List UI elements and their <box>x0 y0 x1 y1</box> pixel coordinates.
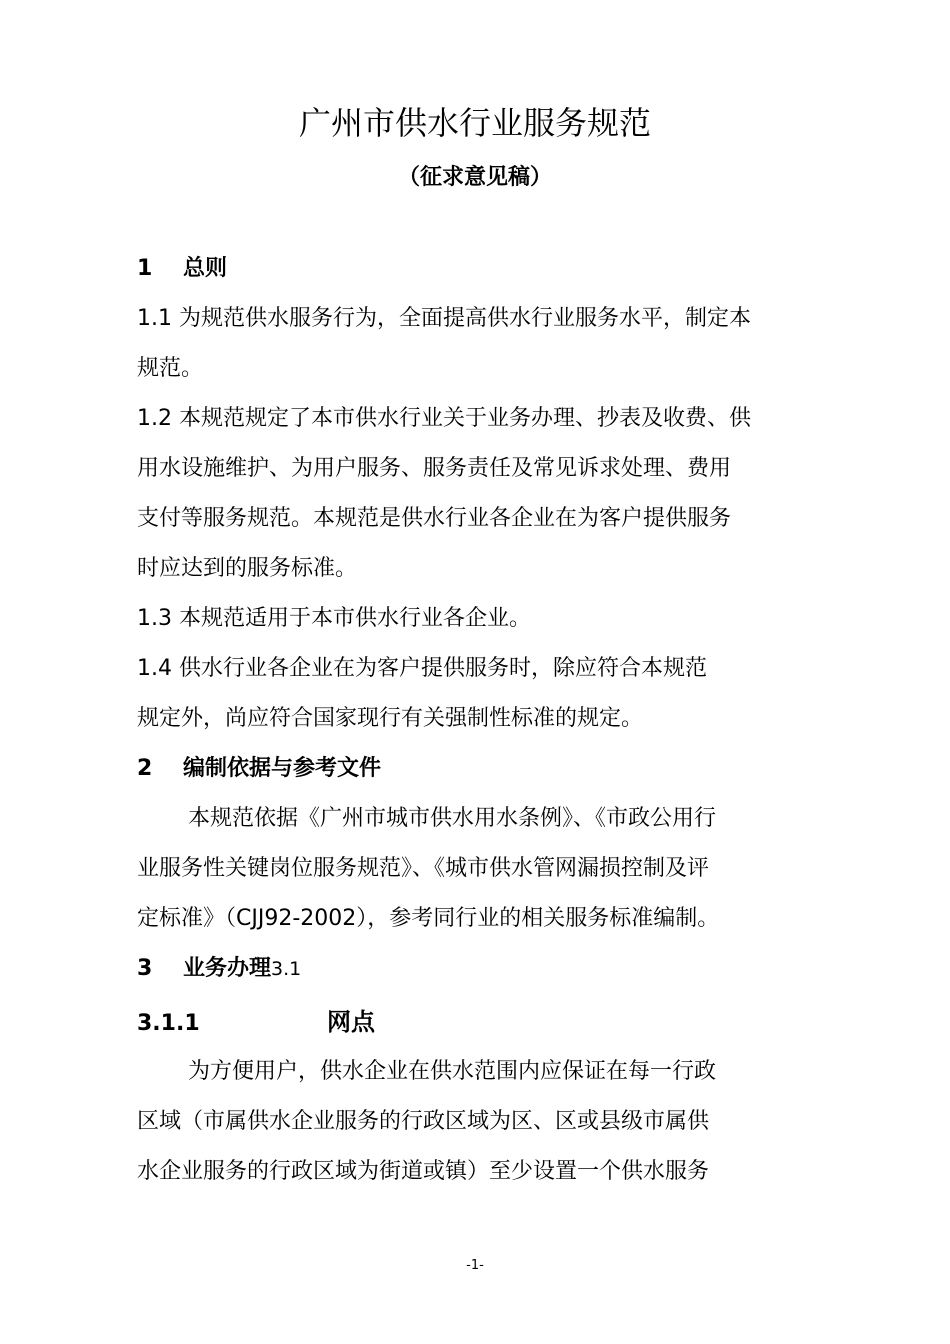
section-title: 业务办理 <box>183 956 272 981</box>
paragraph-2-line-3: 定标准》（CJJ92-2002），参考同行业的相关服务标准编制。 <box>137 906 720 931</box>
paragraph-1-4-line-1: 1.4 供水行业各企业在为客户提供服务时，除应符合本规范 <box>137 656 707 681</box>
section-title: 总则 <box>183 256 228 281</box>
paragraph-3-1-1-line-1: 为方便用户，供水企业在供水范围内应保证在每一行政 <box>188 1059 717 1084</box>
section-suffix: 3.1 <box>271 958 302 980</box>
paragraph-1-1-line-2: 规范。 <box>137 356 204 381</box>
paragraph-1-3: 1.3 本规范适用于本市供水行业各企业。 <box>137 606 531 631</box>
page-number: -1- <box>466 1258 484 1273</box>
paragraph-2-line-1: 本规范依据《广州市城市供水用水条例》、《市政公用行 <box>188 806 717 831</box>
section-number: 2 <box>137 756 153 781</box>
section-title: 编制依据与参考文件 <box>183 756 382 781</box>
paragraph-3-1-1-line-3: 水企业服务的行政区域为街道或镇）至少设置一个供水服务 <box>137 1159 710 1184</box>
paragraph-3-1-1-line-2: 区域（市属供水企业服务的行政区域为区、区或县级市属供 <box>137 1109 710 1134</box>
document-subtitle: （征求意见稿） <box>397 165 552 190</box>
paragraph-1-2-line-1: 1.2 本规范规定了本市供水行业关于业务办理、抄表及收费、供 <box>137 406 751 431</box>
paragraph-1-1-line-1: 1.1 为规范供水服务行为，全面提高供水行业服务水平，制定本 <box>137 306 751 331</box>
paragraph-2-line-2: 业服务性关键岗位服务规范》、《城市供水管网漏损控制及评 <box>137 856 710 881</box>
paragraph-1-4-line-2: 规定外，尚应符合国家现行有关强制性标准的规定。 <box>137 706 644 731</box>
document-title: 广州市供水行业服务规范 <box>298 104 651 142</box>
section-heading-3 <box>137 952 301 986</box>
paragraph-1-2-line-3: 支付等服务规范。本规范是供水行业各企业在为客户提供服务 <box>137 506 732 531</box>
section-number: 3 <box>137 956 153 981</box>
subsection-title: 网点 <box>327 1008 375 1036</box>
section-number: 1 <box>137 256 153 281</box>
paragraph-1-2-line-4: 时应达到的服务标准。 <box>137 556 358 581</box>
paragraph-1-2-line-2: 用水设施维护、为用户服务、服务责任及常见诉求处理、费用 <box>137 456 732 481</box>
section-heading-1 <box>137 252 227 286</box>
subsection-heading-3-1-1 <box>137 1005 375 1041</box>
subsection-number: 3.1.1 <box>137 1011 200 1036</box>
section-heading-2 <box>137 752 381 786</box>
